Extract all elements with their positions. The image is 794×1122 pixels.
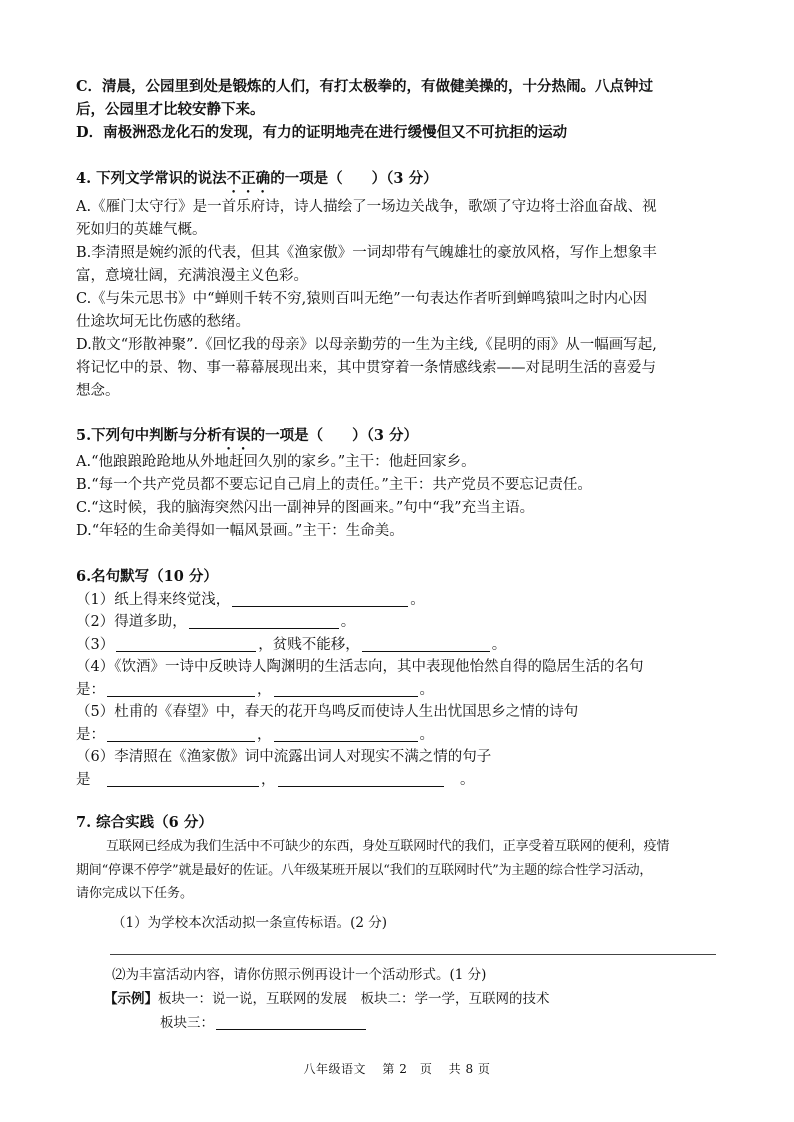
q4-option-a-line1: A.《雁门太守行》是一首乐府诗，诗人描绘了一场边关战争，歌颂了守边将士浴血奋战、视: [76, 199, 657, 215]
answer-line[interactable]: [110, 954, 716, 955]
q6-item-1: （1）纸上得来终觉浅， 。: [76, 592, 425, 608]
answer-blank[interactable]: [278, 770, 444, 787]
footer-page-number: 第 2 页: [382, 1062, 433, 1076]
q6-item-6-line1: （6）李清照在《渔家傲》词中流露出词人对现实不满之情的句子: [76, 749, 492, 765]
answer-blank[interactable]: [107, 680, 255, 697]
footer-subject: 八年级语文: [303, 1062, 367, 1076]
q6-item-6-line2: 是 ， 。: [76, 772, 475, 788]
q6-item-5-line2: 是： ， 。: [76, 727, 434, 743]
q6-stem: 6.名句默写（10 分）: [76, 568, 218, 585]
q4-option-d-line2: 将记忆中的景、物、事一幕幕展现出来，其中贯穿着一条情感线索——对昆明生活的喜爱与: [76, 360, 656, 376]
answer-blank[interactable]: [107, 725, 255, 742]
q7-paragraph-line1: 互联网已经成为我们生活中不可缺少的东西，身处互联网时代的我们，正享受着互联网的便利，疫情: [106, 839, 670, 854]
q5-option-b: B.“每一个共产党员都不要忘记自己肩上的责任。”主干：共产党员不要忘记责任。: [76, 477, 592, 493]
q3-option-c-line2: 后，公园里才比较安静下来。: [76, 101, 265, 118]
q7-stem: 7. 综合实践（6 分）: [76, 814, 213, 831]
q7-task-1: （1）为学校本次活动拟一条宣传标语。(2 分): [112, 915, 388, 931]
q4-option-d-line3: 想念。: [76, 383, 120, 399]
q7-paragraph-line2: 期间“停课不停学”就是最好的佐证。八年级某班开展以“我们的互联网时代”为主题的综合性学习活动，: [76, 863, 653, 878]
q7-block-3: 板块三：: [160, 1012, 734, 1034]
q6-item-3: （3） ，贫贱不能移， 。: [76, 637, 507, 653]
q4-option-a-line2: 死如归的英雄气概。: [76, 222, 207, 238]
q5-option-c: C.“这时候，我的脑海突然闪出一副神异的图画来。”句中“我”充当主语。: [76, 500, 535, 516]
answer-blank[interactable]: [189, 612, 339, 629]
answer-blank[interactable]: [274, 725, 418, 742]
q4-option-b-line2: 富，意境壮阔，充满浪漫主义色彩。: [76, 268, 308, 284]
q7-task-2: ⑵为丰富活动内容，请你仿照示例再设计一个活动形式。(1 分): [112, 967, 487, 983]
footer-total-pages: 共 8 页: [448, 1062, 491, 1076]
page-footer: [0, 1060, 794, 1077]
q4-option-c-line1: C.《与朱元思书》中“蝉则千转不穷,猿则百叫无绝”一句表达作者听到蝉鸣猿叫之时内心因: [76, 291, 648, 307]
q4-option-d-line1: D.散文“形散神聚”.《回忆我的母亲》以母亲勤劳的一生为主线,《昆明的雨》从一幅画写起,: [76, 337, 657, 353]
q5-stem: 5.下列句中判断与分析有误的一项是（ ）（3 分）: [76, 427, 419, 444]
q4-option-c-line2: 仕途坎坷无比伤感的愁绪。: [76, 314, 250, 330]
q7-paragraph-line3: 请你完成以下任务。: [76, 886, 194, 901]
q7-example: 【示例】板块一：说一说，互联网的发展 板块二：学一学，互联网的技术: [104, 991, 550, 1007]
answer-blank[interactable]: [274, 680, 418, 697]
q4-emphasis: 不正确: [226, 170, 271, 187]
q6-item-2: （2）得道多助， 。: [76, 614, 356, 630]
q4-option-b-line1: B.李清照是婉约派的代表，但其《渔家傲》一词却带有气魄雄壮的豪放风格，写作上想象丰: [76, 245, 657, 261]
q3-option-c-line1: C．清晨，公园里到处是锻炼的人们，有打太极拳的，有做健美操的，十分热闹。八点钟过: [76, 78, 654, 95]
q5-emphasis: 有误: [221, 427, 251, 444]
answer-blank[interactable]: [232, 590, 408, 607]
answer-blank[interactable]: [362, 635, 490, 652]
q4-stem: 4. 下列文学常识的说法不正确的一项是（ ）（3 分）: [76, 170, 438, 187]
q5-option-a: A.“他踉踉跄跄地从外地赶回久别的家乡。”主干：他赶回家乡。: [76, 454, 476, 470]
answer-blank[interactable]: [116, 635, 256, 652]
q6-item-4-line1: （4）《饮酒》一诗中反映诗人陶渊明的生活志向，其中表现他怡然自得的隐居生活的名句: [76, 659, 644, 675]
q3-option-d: D．南极洲恐龙化石的发现，有力的证明地壳在进行缓慢但又不可抗拒的运动: [76, 124, 568, 141]
answer-blank[interactable]: [216, 1013, 366, 1030]
q6-item-5-line1: （5）杜甫的《春望》中，春天的花开鸟鸣反而使诗人生出忧国思乡之情的诗句: [76, 704, 579, 720]
q5-option-d: D.“年轻的生命美得如一幅风景画。”主干：生命美。: [76, 523, 404, 539]
q6-item-4-line2: 是： ， 。: [76, 682, 434, 698]
answer-blank[interactable]: [107, 770, 259, 787]
